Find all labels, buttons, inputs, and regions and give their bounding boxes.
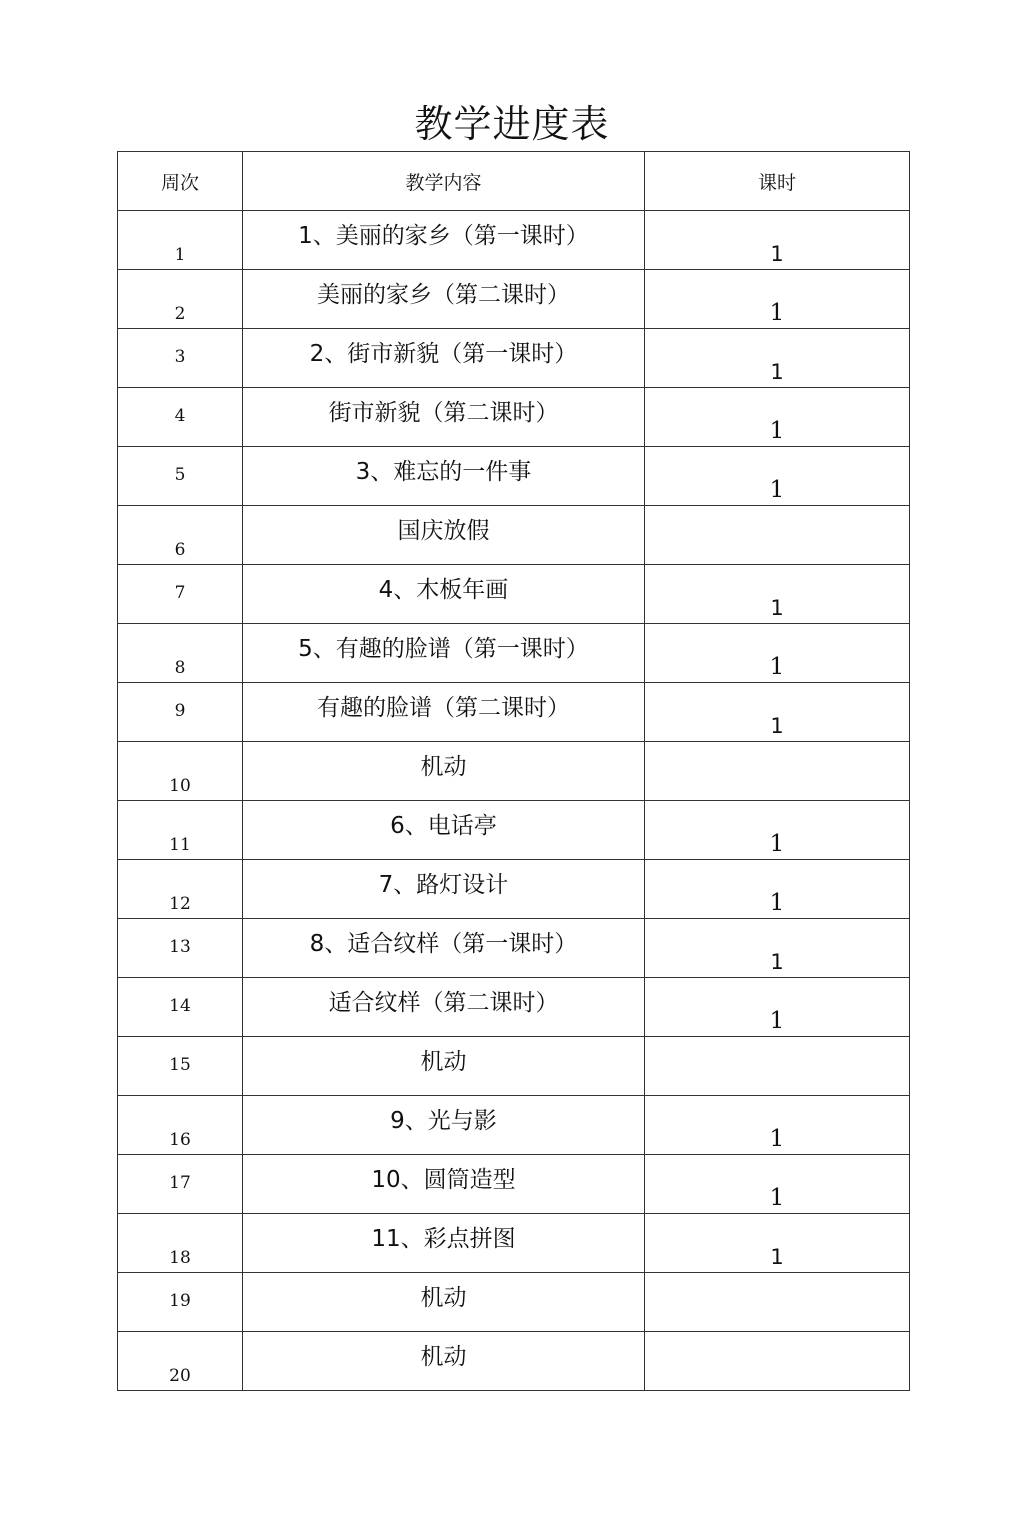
- lesson-topic: 国庆放假: [397, 518, 490, 544]
- content-cell: [243, 447, 645, 506]
- table-row: [118, 211, 910, 270]
- lesson-topic: 有趣的脸谱（第二课时）: [317, 695, 570, 721]
- content-cell: [243, 742, 645, 801]
- week-cell: [118, 1273, 243, 1332]
- week-cell: [118, 270, 243, 329]
- lesson-topic: 机动: [420, 1049, 467, 1075]
- table-row: [118, 742, 910, 801]
- lesson-hours: 1: [769, 890, 785, 916]
- hours-cell: [645, 565, 910, 624]
- week-number: 18: [169, 1248, 191, 1268]
- lesson-topic: 9、光与影: [390, 1108, 497, 1134]
- hours-cell: [645, 624, 910, 683]
- content-cell: [243, 978, 645, 1037]
- lesson-hours: 1: [769, 300, 785, 326]
- lesson-topic: 2、街市新貌（第一课时）: [309, 341, 578, 367]
- hours-cell: [645, 742, 910, 801]
- lesson-hours: 1: [770, 596, 784, 620]
- lesson-topic: 6、电话亭: [390, 813, 497, 839]
- table-row: [118, 565, 910, 624]
- week-number: 11: [169, 835, 191, 855]
- week-cell: [118, 742, 243, 801]
- week-number: 3: [174, 347, 186, 367]
- hours-cell: [645, 801, 910, 860]
- lesson-hours: 1: [769, 1008, 785, 1034]
- week-cell: [118, 329, 243, 388]
- week-number: 7: [174, 583, 186, 603]
- week-cell: [118, 447, 243, 506]
- week-number: 16: [169, 1130, 191, 1150]
- hours-cell: [645, 1037, 910, 1096]
- content-cell: [243, 1037, 645, 1096]
- table-row: [118, 860, 910, 919]
- lesson-hours: 1: [769, 418, 785, 444]
- week-number: 15: [169, 1055, 191, 1075]
- week-number: 1: [174, 245, 186, 265]
- lesson-topic: 机动: [420, 1344, 467, 1370]
- hours-cell: [645, 683, 910, 742]
- hours-cell: [645, 506, 910, 565]
- hours-cell: [645, 1332, 910, 1391]
- week-number: 17: [169, 1173, 191, 1193]
- schedule-table: [117, 151, 910, 1391]
- week-number: 8: [174, 658, 186, 678]
- lesson-topic: 适合纹样（第二课时）: [328, 990, 559, 1016]
- table-row: [118, 447, 910, 506]
- lesson-topic: 3、难忘的一件事: [355, 459, 532, 485]
- lesson-topic: 机动: [420, 754, 467, 780]
- hours-cell: [645, 1273, 910, 1332]
- week-cell: [118, 860, 243, 919]
- content-cell: [243, 1214, 645, 1273]
- week-number: 10: [169, 776, 191, 796]
- hours-cell: [645, 1214, 910, 1273]
- header-hours: 课时: [645, 152, 910, 211]
- week-number: 5: [174, 465, 186, 485]
- week-cell: [118, 624, 243, 683]
- table-header-row: [118, 152, 910, 211]
- content-cell: [243, 388, 645, 447]
- week-number: 12: [169, 894, 191, 914]
- table-row: [118, 919, 910, 978]
- lesson-hours: 1: [769, 654, 785, 680]
- week-cell: [118, 565, 243, 624]
- week-cell: [118, 1037, 243, 1096]
- lesson-hours: 1: [769, 477, 785, 503]
- table-row: [118, 388, 910, 447]
- page-title: 教学进度表: [414, 102, 610, 146]
- content-cell: [243, 1273, 645, 1332]
- content-cell: [243, 1096, 645, 1155]
- week-number: 9: [174, 701, 186, 721]
- hours-cell: [645, 270, 910, 329]
- table-row: [118, 1096, 910, 1155]
- lesson-topic: 5、有趣的脸谱（第一课时）: [298, 636, 589, 662]
- hours-cell: [645, 978, 910, 1037]
- hours-cell: [645, 1155, 910, 1214]
- content-cell: [243, 683, 645, 742]
- hours-cell: [645, 329, 910, 388]
- content-cell: [243, 624, 645, 683]
- lesson-topic: 11、彩点拼图: [371, 1226, 516, 1252]
- week-cell: [118, 211, 243, 270]
- week-cell: [118, 1096, 243, 1155]
- lesson-hours: 1: [769, 1185, 785, 1211]
- content-cell: [243, 801, 645, 860]
- week-number: 4: [174, 406, 186, 426]
- hours-cell: [645, 447, 910, 506]
- table-row: [118, 1037, 910, 1096]
- week-cell: [118, 919, 243, 978]
- content-cell: [243, 1332, 645, 1391]
- week-cell: [118, 683, 243, 742]
- week-number: 19: [169, 1291, 191, 1311]
- lesson-hours: 1: [770, 360, 784, 384]
- week-number: 2: [174, 304, 186, 324]
- table-row: [118, 506, 910, 565]
- table-row: [118, 978, 910, 1037]
- week-cell: [118, 388, 243, 447]
- table-row: [118, 1273, 910, 1332]
- lesson-hours: 1: [770, 242, 784, 266]
- table-row: [118, 270, 910, 329]
- week-number: 20: [169, 1366, 191, 1386]
- week-cell: [118, 801, 243, 860]
- week-cell: [118, 978, 243, 1037]
- content-cell: [243, 211, 645, 270]
- content-cell: [243, 329, 645, 388]
- table-row: [118, 683, 910, 742]
- table-row: [118, 1332, 910, 1391]
- header-week: 周次: [118, 152, 243, 211]
- content-cell: [243, 860, 645, 919]
- table-row: [118, 329, 910, 388]
- week-cell: [118, 1155, 243, 1214]
- week-cell: [118, 1332, 243, 1391]
- hours-cell: [645, 860, 910, 919]
- hours-cell: [645, 388, 910, 447]
- week-cell: [118, 506, 243, 565]
- lesson-topic: 8、适合纹样（第一课时）: [309, 931, 578, 957]
- table-row: [118, 624, 910, 683]
- hours-cell: [645, 211, 910, 270]
- lesson-topic: 10、圆筒造型: [371, 1167, 516, 1193]
- lesson-hours: 1: [770, 950, 784, 974]
- lesson-hours: 1: [770, 714, 784, 738]
- week-cell: [118, 1214, 243, 1273]
- content-cell: [243, 270, 645, 329]
- content-cell: [243, 565, 645, 624]
- lesson-hours: 1: [769, 1126, 785, 1152]
- content-cell: [243, 919, 645, 978]
- table-row: [118, 1214, 910, 1273]
- content-cell: [243, 506, 645, 565]
- hours-cell: [645, 1096, 910, 1155]
- lesson-topic: 4、木板年画: [378, 577, 509, 603]
- week-number: 6: [174, 540, 186, 560]
- lesson-topic: 机动: [420, 1285, 467, 1311]
- week-number: 14: [169, 996, 191, 1016]
- lesson-topic: 街市新貌（第二课时）: [328, 400, 559, 426]
- hours-cell: [645, 919, 910, 978]
- table-row: [118, 1155, 910, 1214]
- lesson-hours: 1: [769, 831, 785, 857]
- lesson-topic: 1、美丽的家乡（第一课时）: [298, 223, 589, 249]
- table-row: [118, 801, 910, 860]
- lesson-hours: 1: [770, 1245, 784, 1269]
- lesson-topic: 美丽的家乡（第二课时）: [317, 282, 570, 308]
- header-content: 教学内容: [243, 152, 645, 211]
- lesson-topic: 7、路灯设计: [378, 872, 509, 898]
- week-number: 13: [169, 937, 191, 957]
- content-cell: [243, 1155, 645, 1214]
